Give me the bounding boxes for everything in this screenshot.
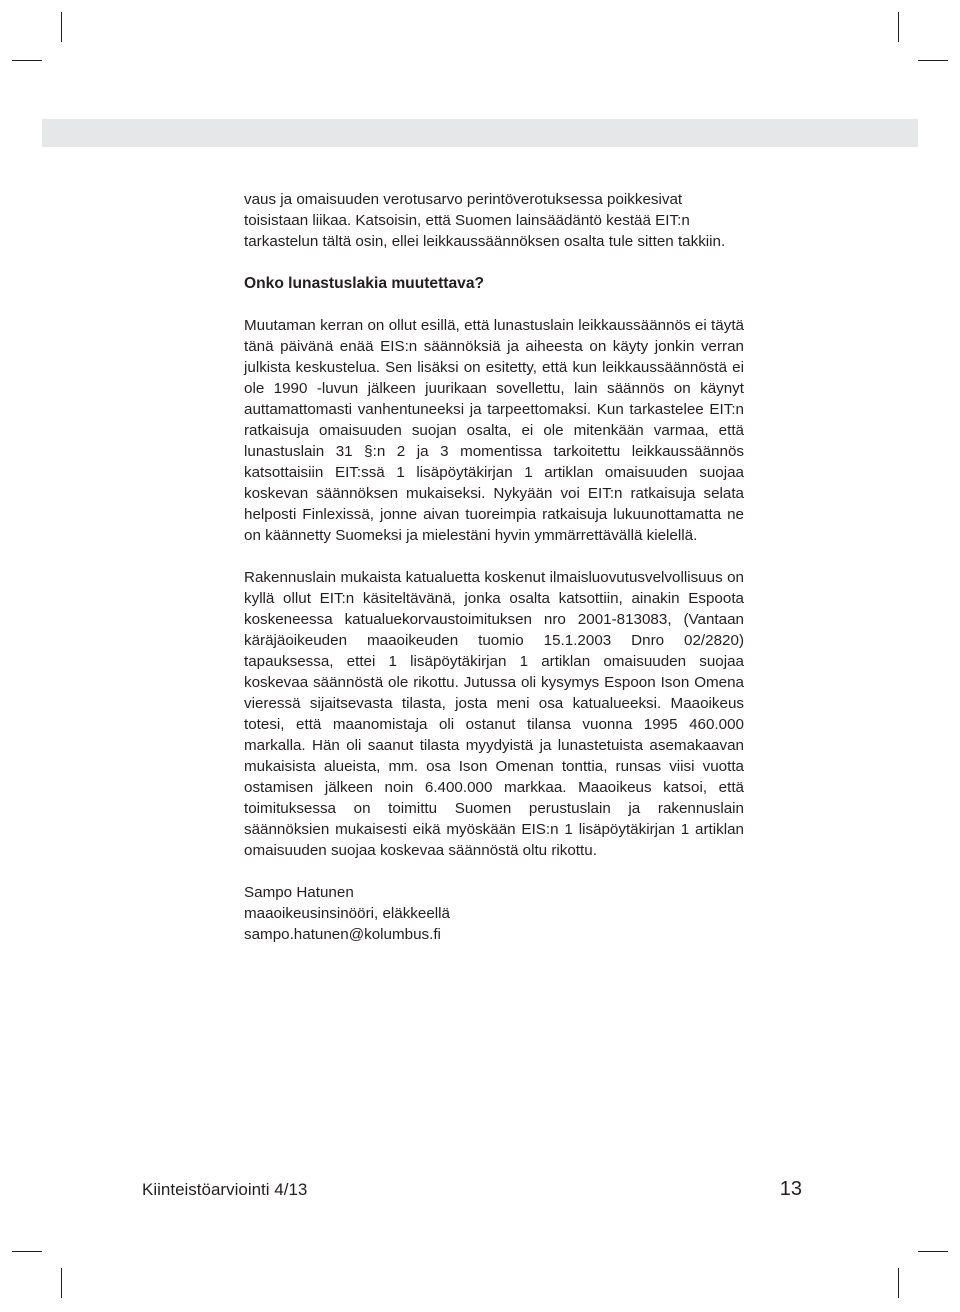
publication-title: Kiinteistöarviointi 4/13 bbox=[142, 1180, 308, 1199]
crop-mark bbox=[12, 60, 42, 61]
page-number: 13 bbox=[779, 1178, 802, 1200]
crop-mark bbox=[918, 60, 948, 61]
body-paragraph: Rakennuslain mukaista katualuetta koskenut ilmaisluovutusvelvollisuus on kyllä ollut EIT:n käsiteltävänä, jonka osalta katsottiin, ainakin Espoota koskeneessa katualuekorvaustoimituksen nro 2001-813083, (Vantaan käräjäoikeuden maaoikeuden tuomio 15.1.2003 Dnro 02/2820) tapauksessa, ettei 1 lisäpöytäkirjan 1 artiklan omaisuuden suojaa koskevaa säännöstä ole rikottu. Jutussa oli kysymys Espoon Ison Omena vieressä sijaitsevasta tilasta, josta meni osa katualueeksi. Maaoikeus totesi, että maanomistaja oli ostanut tilansa vuonna 1995 460.000 markalla. Hän oli saanut tilasta myydyistä ja lunastetuista asemakaavan mukaisista alueista, mm. osa Ison Omenan tonttia, runsas viisi vuotta ostamisen jälkeen noin 6.400.000 markkaa. Maaoikeus katsoi, että toimituksessa on toimittu Suomen perustuslain ja rakennuslain säännöksien mukaisesti eikä myöskään EIS:n 1 lisäpöytäkirjan 1 artiklan omaisuuden suojaa koskevaa säännöstä oltu rikottu. bbox=[244, 569, 744, 859]
crop-mark bbox=[12, 1251, 42, 1252]
crop-mark bbox=[898, 1268, 899, 1298]
author-title: maaoikeusinsinööri, eläkkeellä bbox=[244, 905, 450, 922]
intro-paragraph: vaus ja omaisuuden verotusarvo perintöverotuksessa poikkesivat toisistaan liikaa. Katsoisin, että Suomen lainsäädäntö kestää EIT:n tarkastelun tältä osin, ellei leikkaussäännöksen osalta tule sitten takkiin. bbox=[244, 191, 726, 250]
author-name: Sampo Hatunen bbox=[244, 884, 354, 901]
crop-mark bbox=[61, 1268, 62, 1298]
crop-mark bbox=[61, 12, 62, 42]
body-paragraph: Muutaman kerran on ollut esillä, että lunastuslain leikkaussäännös ei täytä tänä päivänä enää EIS:n säännöksiä ja aiheesta on käyty jonkin verran julkista keskustelua. Sen lisäksi on esitetty, että kun leikkaussäännöstä ei ole 1990 -luvun jälkeen juurikaan sovellettu, lain säännös on käynyt auttamattomasti vanhentuneeksi ja tarpeettomaksi. Kun tarkastelee EIT:n ratkaisuja omaisuuden suojan osalta, ei ole mitenkään varmaa, että lunastuslain 31 §:n 2 ja 3 momentissa tarkoitettu leikkaussäännös katsottaisiin EIT:ssä 1 lisäpöytäkirjan 1 artiklan omaisuuden suojaa koskevan säännöksen mukaiseksi. Nykyään voi EIT:n ratkaisuja selata helposti Finlexissä, jonne aivan tuoreimpia ratkaisuja lukuunottamatta ne on käännetty Suomeksi ja mielestäni hyvin ymmärrettävällä kielellä. bbox=[244, 317, 744, 544]
header-band bbox=[42, 119, 918, 147]
author-signature bbox=[244, 882, 744, 945]
author-email[interactable]: sampo.hatunen@kolumbus.fi bbox=[244, 926, 441, 943]
article-body bbox=[244, 189, 744, 945]
crop-mark bbox=[918, 1251, 948, 1252]
section-heading: Onko lunastuslakia muutettava? bbox=[244, 275, 485, 292]
crop-mark bbox=[898, 12, 899, 42]
